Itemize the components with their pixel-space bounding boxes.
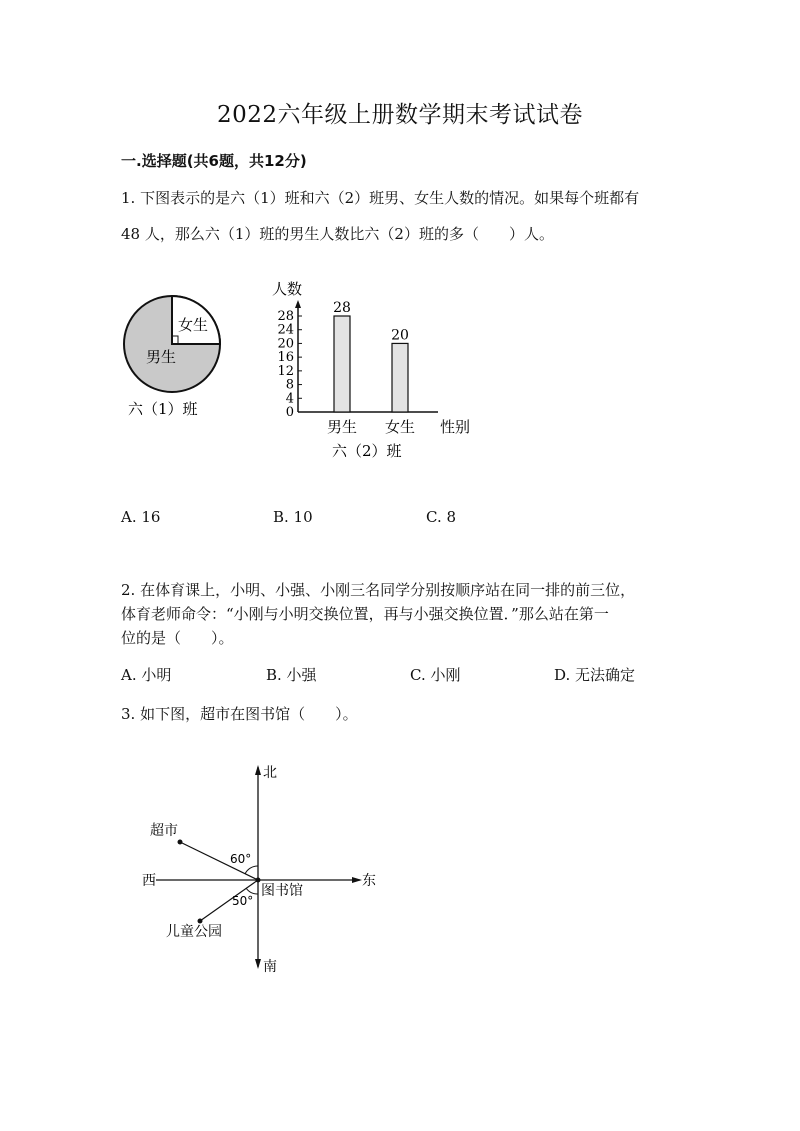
y-tick-label: 16	[277, 350, 294, 366]
east-arrow	[352, 877, 362, 883]
q2-option-d: D. 无法确定	[554, 666, 636, 684]
supermarket-point	[178, 840, 183, 845]
q1-option-a: A. 16	[121, 508, 161, 526]
bar-value-label: 28	[333, 300, 351, 316]
bar-value-label: 20	[391, 327, 409, 344]
bar	[392, 343, 408, 412]
category-labels	[327, 418, 415, 436]
category-label: 男生	[326, 418, 358, 436]
q1-line2: 48 人，那么六（1）班的男生人数比六（2）班的多（ ）人。	[121, 225, 554, 243]
chart-xlabel: 性别	[440, 418, 471, 436]
chart-ylabel: 人数	[272, 280, 303, 298]
north-arrow	[255, 765, 261, 775]
q2-line2: 体育老师命令：“小刚与小明交换位置，再与小强交换位置．”那么站在第一	[121, 605, 609, 623]
label-west: 西	[142, 873, 156, 889]
bar-chart	[268, 276, 498, 466]
category-label: 女生	[384, 418, 416, 436]
south-arrow	[255, 959, 261, 969]
page-title: 2022六年级上册数学期末考试试卷	[216, 102, 584, 128]
direction-map	[130, 755, 390, 985]
library-point	[256, 878, 261, 883]
bar	[334, 316, 350, 412]
label-angle-60: 60°	[230, 852, 252, 866]
angle-arc-60	[245, 866, 258, 874]
label-angle-50: 50°	[232, 894, 254, 908]
chart-title: 六（2）班	[332, 442, 402, 460]
q1-option-b: B. 10	[273, 508, 313, 526]
label-park: 儿童公园	[166, 924, 222, 940]
pie-caption: 六（1）班	[128, 400, 198, 418]
y-tick-label: 12	[277, 363, 294, 379]
y-tick-label: 0	[285, 405, 294, 420]
y-tick-label: 28	[277, 309, 294, 324]
pie-label-male: 男生	[146, 348, 177, 366]
label-south: 南	[263, 959, 277, 975]
q2-line1: 2. 在体育课上，小明、小强、小刚三名同学分别按顺序站在同一排的前三位，	[121, 581, 636, 599]
section-heading: 一.选择题(共6题，共12分)	[121, 152, 307, 170]
y-tick-label: 20	[277, 336, 294, 352]
q1-line1: 1. 下图表示的是六（1）班和六（2）班男、女生人数的情况。如果每个班都有	[121, 189, 640, 207]
y-tick-label: 8	[285, 377, 294, 393]
park-point	[198, 919, 203, 924]
q2-option-a: A. 小明	[121, 666, 172, 684]
y-axis-arrow	[295, 300, 301, 308]
pie-figure	[110, 288, 240, 428]
q2-option-b: B. 小强	[266, 666, 317, 684]
pie-label-female: 女生	[178, 316, 209, 334]
label-east: 东	[362, 873, 376, 889]
label-library: 图书馆	[261, 883, 303, 899]
q2-option-c: C. 小刚	[410, 666, 461, 684]
y-tick-label: 24	[277, 322, 294, 338]
q2-line3: 位的是（ ）。	[121, 629, 234, 647]
label-north: 北	[263, 765, 277, 781]
q3-text: 3. 如下图，超市在图书馆（ ）。	[121, 705, 358, 723]
label-supermarket: 超市	[150, 823, 178, 839]
y-tick-label: 4	[285, 391, 294, 407]
q1-option-c: C. 8	[426, 508, 457, 526]
